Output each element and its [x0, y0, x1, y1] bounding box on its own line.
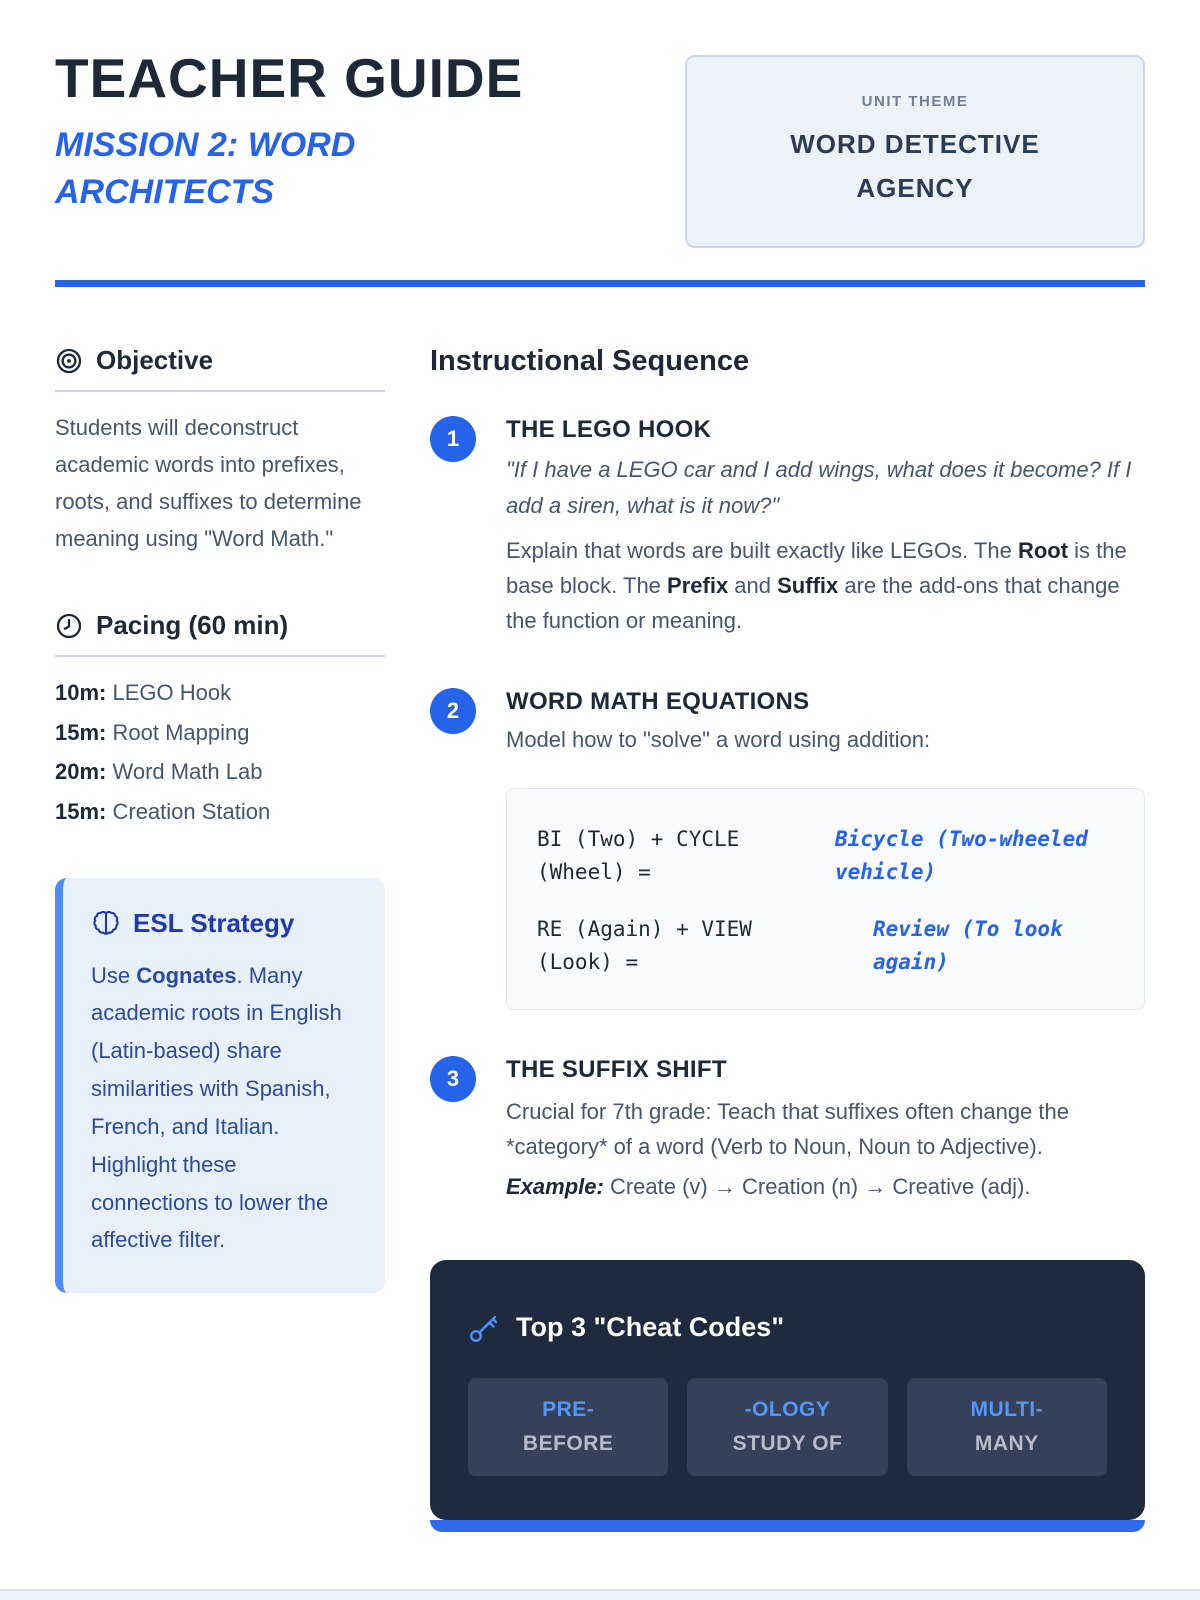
pacing-time: 15m: — [55, 719, 107, 745]
sidebar-column — [55, 345, 385, 1531]
step-quote: "If I have a LEGO car and I add wings, what does it become? If I add a siren, what is it now?" — [506, 457, 1132, 518]
page-title: TEACHER GUIDE — [55, 47, 524, 109]
pacing-item — [55, 713, 385, 753]
cheat-chip — [687, 1378, 887, 1476]
equation-left: BI (Two) + CYCLE (Wheel) = — [537, 826, 740, 884]
pacing-time: 20m: — [55, 759, 107, 785]
esl-text-bold: Cognates — [136, 962, 237, 988]
brain-icon — [91, 909, 121, 938]
page-subtitle: MISSION 2: WORD ARCHITECTS — [55, 125, 356, 212]
step-number-badge: 1 — [430, 416, 476, 462]
equation-left: RE (Again) + VIEW (Look) = — [537, 916, 752, 975]
cheat-codes-grid — [468, 1378, 1107, 1476]
step-word-math — [430, 688, 1145, 1010]
step-body — [506, 533, 1145, 639]
step-content — [506, 688, 1145, 1010]
pacing-title: Pacing (60 min) — [96, 610, 289, 641]
objective-heading — [55, 345, 385, 392]
example-text: Create (v) → Creation (n) → Creative (adj). — [609, 1173, 1031, 1199]
body-part: and — [728, 572, 778, 598]
word-math-equations-box — [506, 788, 1145, 1011]
step-title: WORD MATH EQUATIONS — [506, 688, 810, 716]
cheat-codes-title: Top 3 "Cheat Codes" — [516, 1312, 785, 1343]
pacing-section — [55, 610, 385, 831]
body-part: Explain that words are built exactly like LEGOs. The — [506, 537, 1018, 563]
cheat-codes-card — [430, 1260, 1145, 1520]
body-part: is the base block. The — [506, 537, 1127, 598]
objective-text: Students will deconstruct academic words into prefixes, roots, and suffixes to determine meaning using "Word Math." — [55, 415, 362, 552]
page-footer-strip — [0, 1589, 1200, 1600]
equation-answer: Review (To look again) — [873, 916, 1063, 975]
body-bold: Prefix — [667, 572, 729, 598]
pacing-time: 10m: — [55, 680, 107, 706]
objective-section — [55, 345, 385, 558]
step-number-badge: 2 — [430, 688, 476, 734]
pacing-item — [55, 673, 385, 713]
pacing-item — [55, 792, 385, 832]
sequence-column — [430, 345, 1145, 1531]
chip-code: -OLOGY — [744, 1397, 831, 1421]
cheat-chip — [468, 1378, 668, 1476]
step-intro: Model how to "solve" a word using addition: — [506, 727, 931, 753]
step-title: THE SUFFIX SHIFT — [506, 1056, 727, 1084]
step-title: THE LEGO HOOK — [506, 416, 712, 444]
esl-heading — [91, 908, 359, 939]
main-content — [55, 345, 1145, 1531]
unit-theme-value: WORD DETECTIVE AGENCY — [790, 129, 1040, 204]
body-part: are the add-ons that change the function or meaning. — [506, 572, 1120, 634]
key-icon — [468, 1312, 500, 1344]
body-bold: Suffix — [777, 572, 839, 598]
chip-code: MULTI- — [970, 1397, 1044, 1421]
chip-code: PRE- — [542, 1397, 595, 1421]
esl-text — [91, 957, 359, 1260]
cheat-card-accent-bar — [430, 1520, 1145, 1532]
chip-meaning: STUDY OF — [732, 1431, 843, 1455]
step-content — [506, 1056, 1145, 1204]
esl-title: ESL Strategy — [133, 907, 295, 938]
pacing-item — [55, 752, 385, 792]
pacing-heading — [55, 610, 385, 657]
equation-row — [537, 913, 1114, 979]
esl-text-part: . Many academic roots in English (Latin-based) share similarities with Spanish, French, and Italian. Highlight these connections to lower the affective filter. — [91, 962, 342, 1253]
step-suffix-shift — [430, 1056, 1145, 1204]
chip-meaning: BEFORE — [522, 1431, 614, 1455]
pacing-label: Root Mapping — [112, 719, 250, 745]
pacing-label: Creation Station — [112, 798, 271, 824]
pacing-label: LEGO Hook — [112, 680, 232, 706]
header-titles — [55, 47, 524, 217]
esl-text-part: Use — [91, 962, 137, 988]
cheat-codes-heading — [468, 1312, 1107, 1344]
target-icon — [55, 347, 83, 375]
example-label: Example: — [506, 1173, 604, 1199]
clock-icon — [55, 612, 83, 640]
step-content — [506, 416, 1145, 638]
chip-meaning: MANY — [974, 1431, 1039, 1455]
equation-answer: Bicycle (Two-wheeled vehicle) — [835, 826, 1088, 884]
pacing-list — [55, 673, 385, 831]
step-lego-hook — [430, 416, 1145, 638]
example-line — [506, 1169, 1145, 1204]
step-number-badge: 3 — [430, 1056, 476, 1102]
equation-row — [537, 823, 1114, 889]
pacing-label: Word Math Lab — [112, 759, 263, 785]
cheat-chip — [907, 1378, 1107, 1476]
sequence-title: Instructional Sequence — [430, 345, 750, 378]
unit-theme-label: UNIT THEME — [861, 93, 969, 110]
objective-title: Objective — [96, 345, 214, 376]
step-body: Crucial for 7th grade: Teach that suffixes often change the *category* of a word (Verb to Noun, Noun to Adjective). — [506, 1099, 1069, 1160]
pacing-time: 15m: — [55, 798, 107, 824]
body-bold: Root — [1017, 537, 1069, 563]
header-divider — [55, 280, 1145, 287]
header — [55, 47, 1145, 248]
unit-theme-card — [685, 55, 1145, 248]
esl-strategy-callout — [55, 878, 385, 1294]
